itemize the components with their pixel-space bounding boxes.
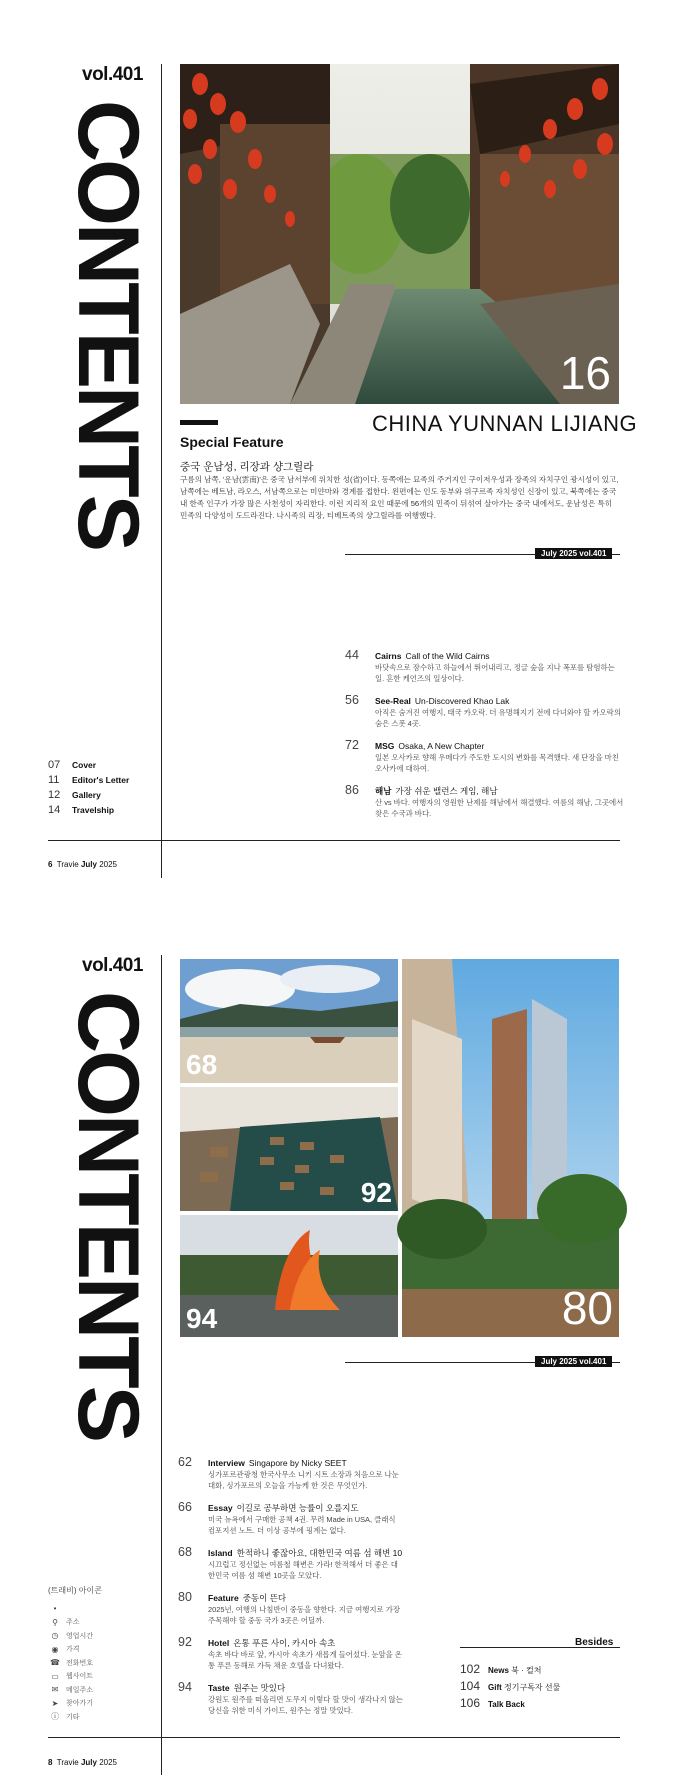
besides-page-number: 106 xyxy=(460,1696,481,1710)
special-feature-label: Special Feature xyxy=(180,434,284,450)
toc-item[interactable] xyxy=(178,1682,403,1716)
page-footer xyxy=(48,1758,117,1767)
besides-title: Besides xyxy=(575,1637,614,1648)
icon-legend-item xyxy=(48,1683,158,1697)
icon-legend-item xyxy=(48,1602,158,1616)
toc-section: MSG xyxy=(375,741,395,751)
icon-legend-item xyxy=(48,1656,158,1670)
front-section-label: Cover xyxy=(72,759,97,770)
besides-item[interactable] xyxy=(460,1662,630,1679)
page-footer xyxy=(48,860,117,869)
toc-page-number: 92 xyxy=(178,1635,192,1649)
toc-item[interactable] xyxy=(178,1457,403,1491)
icon-legend-item xyxy=(48,1629,158,1643)
toc-page-number: 72 xyxy=(345,738,359,752)
toc-item[interactable] xyxy=(178,1547,403,1581)
volume-label: vol.401 xyxy=(82,64,143,85)
toc-section: Essay xyxy=(208,1503,233,1513)
photo-sculpture[interactable] xyxy=(180,1215,398,1337)
icon-legend-item xyxy=(48,1643,158,1657)
footer-brand: Travie xyxy=(56,860,79,869)
footer-month: July xyxy=(80,860,97,869)
toc-item[interactable] xyxy=(178,1502,403,1536)
icon-legend-label: 가격 xyxy=(66,1646,80,1654)
vertical-divider xyxy=(161,64,162,878)
toc-description: 싱가포르관광청 한국사무소 니키 시트 소장과 처음으로 나눈 대화, 싱가포르의 오늘을 가능케 한 것은 무엇인가. xyxy=(208,1470,399,1490)
hero-title: CHINA YUNNAN LIJIANG xyxy=(372,411,638,436)
toc-title: Un-Discovered Khao Lak xyxy=(414,696,510,706)
toc-description: 속초 바다 바로 앞, 카시아 속초가 새롭게 들어섰다. 눈앞을 온통 푸른 동해로 가득 채운 호텔을 다녀왔다. xyxy=(208,1650,402,1670)
toc-section: 해남 xyxy=(375,786,392,796)
icon-legend-item xyxy=(48,1616,158,1630)
icon-legend-label: 메일주소 xyxy=(66,1686,94,1694)
price-icon: ◉ xyxy=(51,1644,59,1654)
icon-legend-label: 주소 xyxy=(66,1619,80,1627)
toc-title: 원주는 맛있다 xyxy=(233,1683,286,1693)
front-section-number: 12 xyxy=(48,788,61,801)
toc-item[interactable] xyxy=(178,1592,403,1626)
issue-date: July 2025 xyxy=(541,549,578,558)
toc-page-number: 86 xyxy=(345,783,359,797)
issue-date: July 2025 xyxy=(541,1357,578,1366)
toc-description: 미국 뉴욕에서 구매한 공책 4권. 무려 Made in USA, 클래식 컴포지션 노트. 더 이상 공부에 핑계는 없다. xyxy=(208,1515,396,1535)
issue-tag xyxy=(535,1356,612,1367)
toc-title: Osaka, A New Chapter xyxy=(398,741,485,751)
toc-section: Interview xyxy=(208,1458,245,1468)
footer-page-number: 6 xyxy=(48,860,53,869)
photo-page-number: 92 xyxy=(360,1177,392,1208)
contents-title-wrap xyxy=(60,100,156,570)
toc-description: 2025년, 여행의 나침반이 중동을 향한다. 지금 여행지로 가장 주목해야 할 중동 국가 3곳은 어딜까. xyxy=(208,1605,400,1625)
toc-title: 중동이 뜬다 xyxy=(242,1593,287,1603)
footer-month: July xyxy=(80,1758,97,1767)
toc-section: Taste xyxy=(208,1683,230,1693)
footer-brand: Travie xyxy=(56,1758,79,1767)
besides-title-text: 북 · 컬처 xyxy=(511,1666,542,1675)
info-icon: ⓘ xyxy=(51,1712,59,1722)
front-section-list xyxy=(48,757,158,817)
mail-icon: ✉ xyxy=(51,1685,59,1695)
toc-page-number: 62 xyxy=(178,1455,192,1469)
issue-vol: vol.401 xyxy=(579,1357,607,1366)
photo-hotel-lounge[interactable] xyxy=(180,1087,398,1211)
footer-year: 2025 xyxy=(99,1758,117,1767)
toc-item[interactable] xyxy=(345,740,625,774)
contents-vertical-title: CONTENTS xyxy=(60,991,156,1440)
besides-section: Gift xyxy=(488,1683,502,1692)
vertical-divider xyxy=(161,955,162,1775)
photo-page-number: 68 xyxy=(186,1049,218,1080)
besides-title-text: 정기구독자 선물 xyxy=(504,1683,561,1692)
toc-description: 시끄럽고 정신없는 여름철 해변은 가라! 한적해서 더 좋은 대한민국 여름 섬 해변 10곳을 모았다. xyxy=(208,1560,398,1580)
toc-title: Singapore by Nicky SEET xyxy=(248,1458,347,1468)
footer-page-number: 8 xyxy=(48,1758,53,1767)
toc-section: See-Real xyxy=(375,696,411,706)
toc-item[interactable] xyxy=(345,785,625,819)
special-feature-subtitle: 중국 운남성, 리장과 샹그릴라 xyxy=(180,461,314,473)
toc-page-number: 68 xyxy=(178,1545,192,1559)
besides-list xyxy=(460,1662,630,1713)
icon-legend-item xyxy=(48,1710,158,1724)
toc-title: 한적하니 좋잖아요, 대한민국 여름 섬 해변 10 xyxy=(236,1548,403,1558)
toc-list xyxy=(178,1457,403,1727)
front-section-item[interactable] xyxy=(48,772,158,787)
photo-skyscrapers[interactable] xyxy=(402,959,619,1337)
contents-title-wrap xyxy=(60,991,156,1461)
toc-title: Call of the Wild Cairns xyxy=(405,651,490,661)
icon-legend-label: 전화번호 xyxy=(66,1659,94,1667)
front-section-label: Gallery xyxy=(72,789,101,800)
toc-section: Island xyxy=(208,1548,233,1558)
lijiang-illustration xyxy=(180,64,619,404)
besides-section: News xyxy=(488,1666,509,1675)
hero-page-number: 16 xyxy=(559,347,611,399)
dot-icon: • xyxy=(53,1604,57,1614)
contents-vertical-title: CONTENTS xyxy=(60,100,156,549)
issue-tag xyxy=(535,548,612,559)
icon-legend xyxy=(48,1585,158,1724)
toc-title: 가장 쉬운 밸런스 게임, 해남 xyxy=(395,786,498,796)
toc-page-number: 94 xyxy=(178,1680,192,1694)
icon-legend-label: 기타 xyxy=(66,1713,80,1721)
icon-legend-label: 영업시간 xyxy=(66,1632,94,1640)
besides-item[interactable] xyxy=(460,1679,630,1696)
toc-item[interactable] xyxy=(178,1637,403,1671)
icon-legend-item xyxy=(48,1670,158,1684)
toc-description: 바닷속으로 잠수하고 하늘에서 뛰어내리고, 정글 숲을 지나 폭포를 탐험하는 일. 흔한 케언즈의 일상이다. xyxy=(375,663,615,683)
toc-item[interactable] xyxy=(345,695,625,729)
toc-page-number: 80 xyxy=(178,1590,192,1604)
footer-rule xyxy=(48,840,620,841)
navigation-icon: ➤ xyxy=(51,1698,59,1708)
toc-list xyxy=(345,650,625,830)
toc-page-number: 56 xyxy=(345,693,359,707)
besides-page-number: 104 xyxy=(460,1679,481,1693)
front-section-item[interactable] xyxy=(48,802,158,817)
footer-year: 2025 xyxy=(99,860,117,869)
icon-legend-item xyxy=(48,1697,158,1711)
hero-photo-lijiang[interactable] xyxy=(180,64,619,404)
toc-title: 이길로 공부하면 능률이 오를지도 xyxy=(236,1503,359,1513)
toc-title: 온통 푸른 사이, 카시아 속초 xyxy=(233,1638,336,1648)
issue-vol: vol.401 xyxy=(579,549,607,558)
icon-legend-label: 찾아가기 xyxy=(66,1700,94,1708)
footer-rule xyxy=(48,1737,620,1738)
icon-legend-label: 웹사이트 xyxy=(66,1673,94,1681)
toc-description: 강원도 원주를 떠올리면 도무지 이렇다 할 맛이 생각나지 않는 당신을 위한 미식 가이드, 원주는 정말 맛있다. xyxy=(208,1695,403,1715)
volume-label: vol.401 xyxy=(82,955,143,976)
monitor-icon: ▭ xyxy=(51,1671,59,1681)
front-section-number: 11 xyxy=(48,773,60,786)
toc-item[interactable] xyxy=(345,650,625,684)
toc-description: 산 vs 바다. 여행자의 영원한 난제를 해남에서 해결했다. 여름의 해남, 그곳에서 찾은 수국과 바다. xyxy=(375,798,624,818)
besides-item[interactable] xyxy=(460,1696,630,1713)
photo-page-number: 80 xyxy=(561,1282,613,1334)
clock-icon: ◷ xyxy=(51,1631,59,1641)
besides-page-number: 102 xyxy=(460,1662,481,1676)
front-section-item[interactable] xyxy=(48,787,158,802)
icon-legend-title: (트래비) 아이콘 xyxy=(48,1586,102,1595)
toc-description: 아직은 숨겨진 여행지, 태국 카오락. 더 유명해지기 전에 다녀와야 할 카오락의 숨은 스폿 4곳. xyxy=(375,708,621,728)
toc-description: 일본 오사카로 향해 우메다가 주도한 도시의 변화를 목격했다. 새 단장을 마친 오사카에 대하여. xyxy=(375,753,619,773)
front-section-number: 14 xyxy=(48,803,61,816)
section-bar xyxy=(180,420,218,425)
toc-section: Feature xyxy=(208,1593,239,1603)
besides-section: Talk Back xyxy=(488,1700,525,1709)
special-feature-body: 구름의 남쪽, '운남(雲南)'은 중국 남서부에 위치한 성(省)이다. 동쪽에는 묘족의 주거지인 구이저우성과 장족의 자치구인 광시성이 있고, 남쪽에는 베트남, 라오스, 서남쪽으로는 미얀마와 경계를 접한다. 왼편에는 인도 동부와 위구르족 자치성인 신장이 있고, 북쪽에는 중국 내 한족 인구가 가장 많은 사천성이 자리한다. 이런 지리적 요인 때문에 56개의 민족이 뒤섞여 살아가는 중국 내에서도, 운남성은 특히 민족의 다양성이 도드라진다. 나시족의 리장, 티베트족의 샹그릴라를 여행했다. xyxy=(180,475,619,520)
toc-page-number: 44 xyxy=(345,648,359,662)
toc-section: Cairns xyxy=(375,651,402,661)
photo-page-number: 94 xyxy=(186,1303,218,1334)
front-section-number: 07 xyxy=(48,758,61,771)
front-section-label: Travelship xyxy=(72,804,115,815)
photo-beach[interactable] xyxy=(180,959,398,1083)
location-pin-icon: ⚲ xyxy=(52,1617,58,1627)
front-section-item[interactable] xyxy=(48,757,158,772)
toc-section: Hotel xyxy=(208,1638,230,1648)
toc-page-number: 66 xyxy=(178,1500,192,1514)
front-section-label: Editor's Letter xyxy=(72,774,130,785)
phone-icon: ☎ xyxy=(50,1658,60,1668)
